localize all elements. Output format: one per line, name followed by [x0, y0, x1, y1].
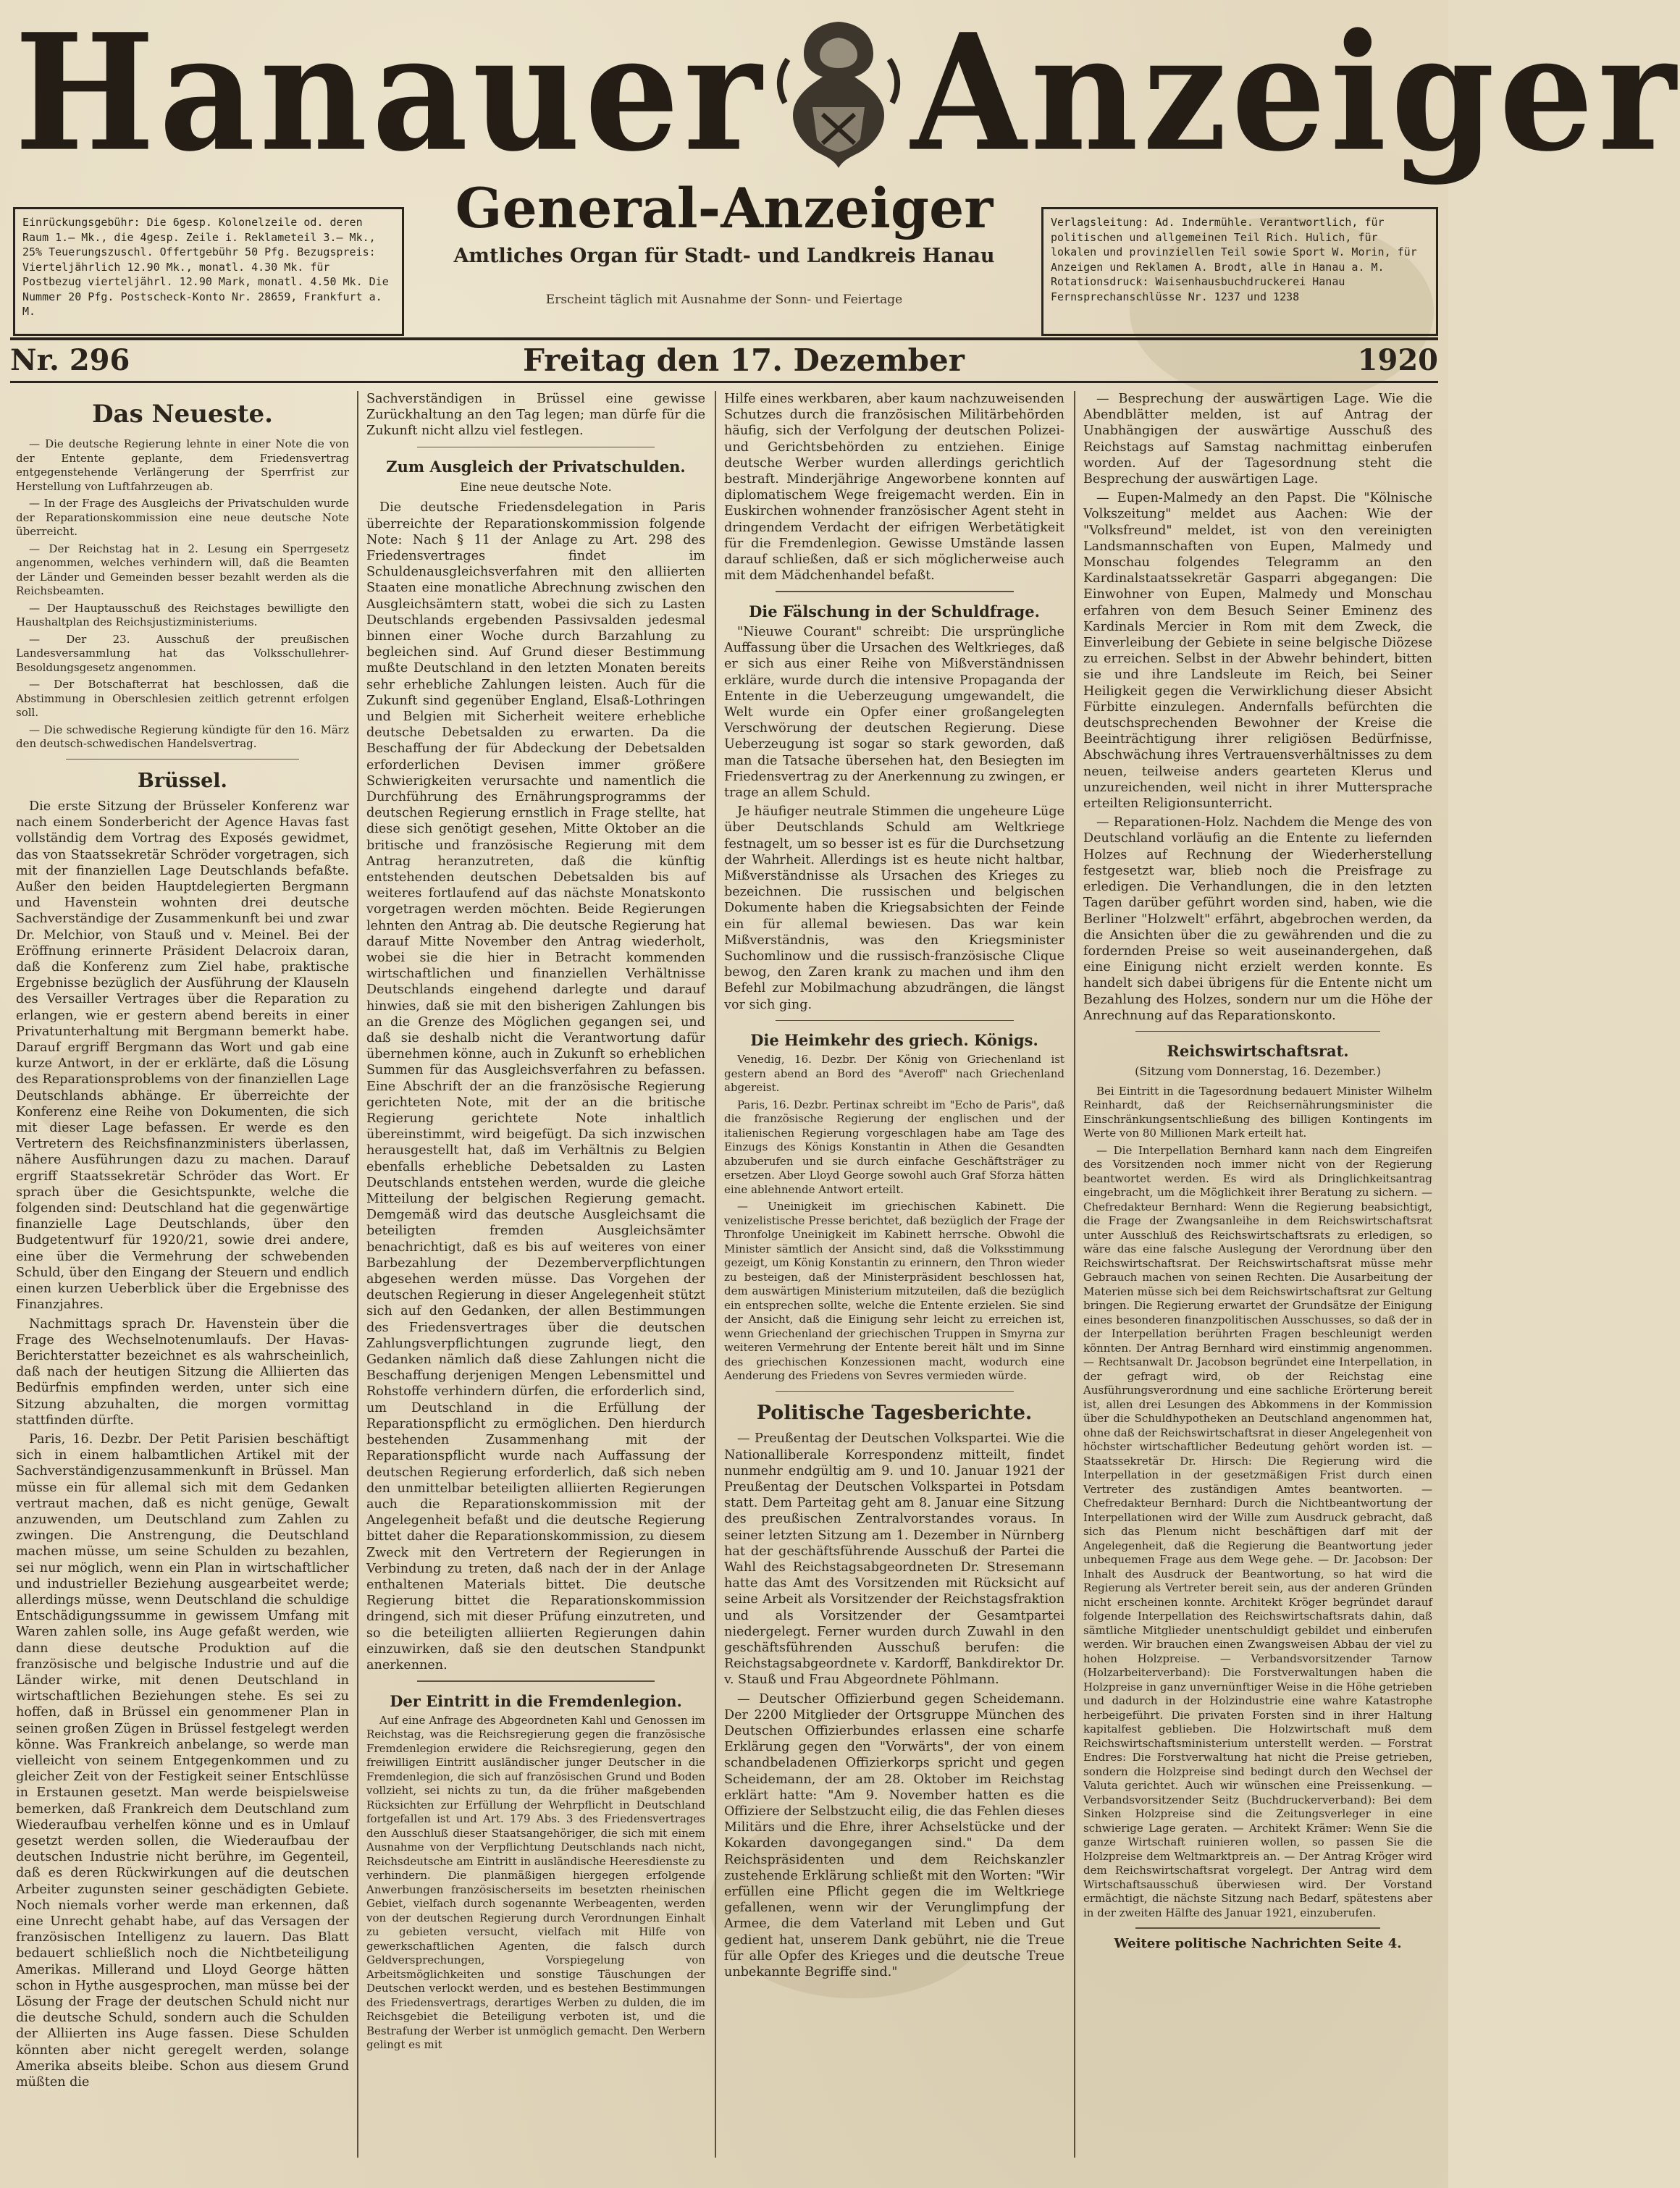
column-divider — [357, 391, 358, 2158]
article-paragraph: Die erste Sitzung der Brüsseler Konferenz war nach einem Sonderbericht der Agence Havas fast vollständig dem Vortrag des Exposés gewidmet, das von Staatssekretär Schröder vorgetragen, sich mit der finanziellen Lage Deutschlands befaßte. Außer den beiden Hauptdelegierten Bergmann und Havenstein wohnten drei deutsche Sachverständige der Zusammenkunft bei und zwar Dr. Melchior, von Stauß und v. Meinel. Bei der Eröffnung erinnerte Präsident Delacroix daran, daß die Konferenz zum Ziel habe, praktische Ergebnisse bezüglich der Ausführung der Klauseln des Versailler Vertrages über die Reparation zu erlangen, wie er gestern abend bereits in einer Privatunterhaltung mit Bergmann bemerkt habe. Darauf ergriff Bergmann das Wort und gab eine kurze Antwort, in der er erklärte, daß die Lösung des Reparationsproblems von der finanziellen Lage Deutschlands abhänge. Er überreichte der Konferenz eine Reihe von Dokumenten, die sich mit dieser Lage befassen. Er werde es den Vertretern des Reichsfinanzministers überlassen, nähere Ausführungen dazu zu machen. Darauf ergriff Staatssekretär Schröder das Wort. Er sprach über die Gesichtspunkte, welche die folgenden sind: Deutschland hat die gegenwärtige finanzielle Lage Deutschlands, über den Budgetentwurf für 1920/21, sowie drei andere, eine über die Vermehrung der schwebenden Schuld, über den Eingang der Steuern und endlich einen kurzen Ueberblick über die Ergebnisse des Finanzjahres. — [16, 799, 349, 1313]
news-brief: — Der 23. Ausschuß der preußischen Landesversammlung hat das Volksschullehrer-Besoldungsgesetz angenommen. — [16, 632, 349, 674]
article-paragraph: Nachmittags sprach Dr. Havenstein über die Frage des Wechselnotenumlaufs. Der Havas-Berichterstatter bezeichnet es als wahrscheinlich, daß nach der heutigen Sitzung die Alliierten das Bedürfnis empfinden werden, unter sich eine Sitzung abzuhalten, die morgen vormittag stattfinden dürfte. — [16, 1316, 349, 1428]
subheadline: (Sitzung vom Donnerstag, 16. Dezember.) — [1135, 1064, 1381, 1079]
article-continuation: Sachverständigen in Brüssel eine gewisse Zurückhaltung an den Tag legen; man dürfe für die Zukunft nicht allzu viel festlegen. — [366, 392, 705, 439]
publication-frequency: Erscheint täglich mit Ausnahme der Sonn- und Feiertage — [545, 293, 903, 307]
continuation-notice: Weitere politische Nachrichten Seite 4. — [1114, 1935, 1402, 1951]
headline-faelschung: Die Fälschung in der Schuldfrage. — [749, 602, 1040, 620]
section-divider — [776, 591, 1014, 592]
publisher-info-box: Verlagsleitung: Ad. Indermühle. Verantwortlich, für politischen und allgemeinen Teil Rich. Hulich, für lokalen und provinziellen Teil sowie Sport W. Morin, für Anzeigen und Reklamen A. Brodt, alle in Hanau a. M. Rotationsdruck: Waisenhausbuchdruckerei Hanau Fernsprechanschlüsse Nr. 1237 und 1238 — [1041, 207, 1438, 336]
column-divider — [715, 391, 716, 2158]
section-divider — [776, 1391, 1014, 1392]
article-paragraph: — Die Interpellation Bernhard kann nach dem Eingreifen des Vorsitzenden noch immer nicht von der Regierung beantwortet werden. Es wird als Dringlichkeitsantrag eingebracht, um die Möglichkeit ihrer Beratung zu sichern. — Chefredakteur Bernhard: Wenn die Regierung beabsichtigt, die Frage der Zwangsanleihe in dem Reichswirtschaftsrat unter Ausschluß des Reichswirtschaftsrats zu erledigen, so wäre das eine falsche Auslegung der Verordnung über den Reichswirtschaftsrat. Der Reichswirtschaftsrat müsse mehr Gebrauch machen von seinen Rechten. Die Ausarbeitung der Materien müsse sich bei dem Reichswirtschaftsrat zur Geltung bringen. Die Regierung erwartet der Grundsätze der Einigung eines besonderen finanzpolitischen Ausschusses, so daß der in der Interpellation berührten Fragen beschleunigt werden könnten. Der Antrag Bernhard wird einstimmig angenommen. — Rechtsanwalt Dr. Jacobson begründet eine Interpellation, in der gefragt wird, ob der Reichstag eine Ausführungsverordnung und eine sachliche Erörterung bereit ist, allen drei Lesungen des Abkommens in der Kommission über die Schuldhypotheken an Deutschland angenommen hat, ohne daß der Reichswirtschaftsrat in dieser Angelegenheit von höchster wirtschaftlicher Bedeutung gehört worden ist. — Staatssekretär Dr. Hirsch: Die Regierung wird die Interpellation in der gesetzmäßigen Frist durch einen Vertreter des zuständigen Amtes beantworten. — Chefredakteur Bernhard: Durch die Nichtbeantwortung der Interpellationen wird der Wille zum Ausdruck gebracht, daß sich das Plenum nicht beschäftigen darf mit der Angelegenheit, daß die Regierung die Beantwortung jeder unbequemen Frage aus dem Wege gehe. — Dr. Jacobson: Der Inhalt des Ausdruck der Beantwortung, so hat wird die Regierung als Vertreter bereit sein, aus der anderen Gründen nicht erscheinen konnte. Architekt Kröger begründet darauf folgende Interpellation des Reichswirtschaftsrats dahin, daß sämtliche Mitglieder unentschuldigt gebildet und einberufen werden. Wir brauchen einen Zwangsweisen Abbau der viel zu hohen Holzpreise. — Verbandsvorsitzender Tarnow (Holzarbeiterverband): Die Forstverwaltungen haben die Holzpreise in ganz unvernünftiger Weise in die Höhe getrieben und dadurch in der Holzindustrie eine wahre Katastrophe herbeigeführt. Die privaten Forsten sind in ihrer Haltung kapitalfest geblieben. Die Holzwirtschaft muß dem Reichswirtschaftsministerium unterstellt werden. — Forstrat Endres: Die Forstverwaltung hat nicht die Preise getrieben, sondern die Holzpreise sind bedingt durch den Wechsel der Valuta gerichtet. Auch wir wünschen eine Preissenkung. — Verbandsvorsitzender Seitz (Buchdruckerverband): Bei dem Sinken Holzpreise sind die Zeitungsverleger in eine schwierige Lage geraten. — Architekt Krämer: Wenn Sie die ganze Wirtschaft ruinieren wollen, so passen Sie die Holzpreise dem Weltmarktpreis an. — Der Antrag Kröger wird dem Reichswirtschaftsrat vorgelegt. Der Antrag wird dem Wirtschaftsausschuß überwiesen wird. Der Vorstand ermächtigt, die nächste Sitzung nach Bedarf, spätestens aber in der zweiten Hälfte des Januar 1921, einzuberufen. — [1083, 1143, 1432, 1919]
headline-heimkehr: Die Heimkehr des griech. Königs. — [750, 1031, 1038, 1050]
headline-tagesberichte: Politische Tagesberichte. — [756, 1402, 1033, 1425]
article-paragraph: — Reparationen-Holz. Nachdem die Menge des von Deutschland vorläufig an die Entente zu liefernden Holzes auf Rechnung der Wiederherstellung festgesetzt war, blieb noch die Preisfrage zu erledigen. Die Verhandlungen, die in den letzten Tagen darüber geführt worden sind, haben, wie die Berliner "Holzwelt" erfährt, abgebrochen werden, da die Ansichten über die zu gewährenden und die zu fordernden Preise so weit auseinandergehen, daß eine Einigung nicht erzielt werden konnte. Es handelt sich dabei übrigens für die Entente nicht um Bezahlung des Holzes, sondern nur um die Höhe der Anrechnung auf das Reparationskonto. — [1083, 815, 1432, 1023]
column-3 — [724, 391, 1064, 2172]
news-brief: — Der Reichstag hat in 2. Lesung ein Sperrgesetz angenommen, welches verhindern will, daß die Beamten der Länder und Gemeinden besser bezahlt werden als die Reichsbeamten. — [16, 542, 349, 597]
column-divider — [1074, 391, 1075, 2158]
news-brief: — Die schwedische Regierung kündigte für den 16. März den deutsch-schwedischen Handelsvertrag. — [16, 723, 349, 750]
headline-privatschulden: Zum Ausgleich der Privatschulden. — [386, 458, 686, 476]
issue-date: Freitag den 17. Dezember — [523, 342, 965, 378]
issue-year: 1920 — [1357, 342, 1438, 377]
article-paragraph: Die deutsche Friedensdelegation in Paris überreichte der Reparationskommission folgende Note: Nach § 11 der Anlage zu Art. 298 des Friedensvertrages findet im Schuldenausgleichsverfahren mit den alliierten Staaten eine monatliche Abrechnung zwischen den Ausgleichsämtern statt, wobei die sich zu Lasten Deutschlands ergebenden Passivsalden jedesmal binnen einer Woche durch Barzahlung zu begleichen sind. Auf Grund dieser Bestimmung mußte Deutschland in den letzten Monaten bereits sehr erhebliche Zahlungen leisten. Auch für die Zukunft sind gegenüber England, Elsaß-Lothringen und Belgien mit Sicherheit weitere erhebliche deutsche Debetsalden zu erwarten. Da die Beschaffung der für Abdeckung der Debetsalden erforderlichen Devisen immer größere Schwierigkeiten verursachte und namentlich die Durchführung des Ernährungsprogramms der deutschen Regierung ernstlich in Frage stellte, hat diese sich genötigt gesehen, Mitte Oktober an die britische und französische Regierung mit dem Antrag heranzutreten, daß die künftig entstehenden deutschen Debetsalden bis auf weiteres fortlaufend auf das nächste Monatskonto vorgetragen werden möchten. Beide Regierungen lehnten den Antrag ab. Die deutsche Regierung hat darauf Mitte November den Antrag wiederholt, wobei sie die hier in Betracht kommenden wirtschaftlichen und finanziellen Verhältnisse Deutschlands eingehend darlegte und darauf hinwies, daß sie mit den bisherigen Zahlungen bis an die Grenze des Möglichen gegangen sei, und daß sie deshalb nicht die Verantwortung dafür übernehmen könne, auch in Zukunft so erheblichen Summen für das Ausgleichsverfahren zu befassen. Eine Abschrift der an die französische Regierung gerichteten Note, mit der an die britische Regierung gerichtete Note inhaltlich übereinstimmt, wird beigefügt. Da sich inzwischen herausgestellt hat, daß im Verhältnis zu Belgien ebenfalls erhebliche Debetsalden zu Lasten Deutschlands entstehen werden, wurde die gleiche Mitteilung der belgischen Regierung gemacht. Demgemäß wird das deutsche Ausgleichsamt die beteiligten fremden Ausgleichsämter benachrichtigt, daß es bis auf weiteres von einer Barbezahlung der Dezemberverpflichtungen abgesehen werden müsse. Das Vorgehen der deutschen Regierung in dieser Angelegenheit stützt sich auf den Gedanken, der allen Bestimmungen des Friedensvertrages über die deutschen Zahlungsverpflichtungen zugrunde liegt, den Gedanken nämlich daß diese Zahlungen nicht die Beschaffung derjenigen Mengen Lebensmittel und Rohstoffe verhindern dürfen, die erforderlich sind, um Deutschland in die Erfüllung der Reparationspflicht zu ermöglichen. Den hierdurch bestehenden Zusammenhang mit der Reparationspflicht wurde nach Auffassung der deutschen Regierung erforderlich, daß sich neben den unmittelbar beteiligten alliierten Regierungen auch die Reparationskommission mit der Angelegenheit befaßt und die deutsche Regierung bittet daher die Reparationskommission, zu diesem Zweck mit den Vertretern der Regierungen in Verbindung zu treten, daß nach der in der Anlage enthaltenen Materials bittet. Die deutsche Regierung bittet die Reparationskommission dringend, sich mit dieser Prüfung einzutreten, und so die beteiligten alliierten Regierungen dahin einzuwirken, daß sie den deutschen Standpunkt anerkennen. — [366, 500, 705, 1672]
headline-fremdenlegion: Der Eintritt in die Fremdenlegion. — [390, 1691, 682, 1710]
news-briefs — [16, 437, 349, 752]
section-divider — [1135, 1031, 1379, 1032]
dateline — [10, 340, 1438, 379]
article-paragraph: Auf eine Anfrage des Abgeordneten Kahl und Genossen im Reichstag, was die Reichsregierung gegen die französische Fremdenlegion erwidere die Reichsregierung, gegen den freiwilligen Eintritt ausländischer junger Deutscher in die Fremdenlegion, die sich auf französischen Grund und Boden vollzieht, sei nichts zu tun, da die früher maßgebenden Rücksichten zur Erfüllung der Wehrpflicht in Deutschland fortgefallen ist und Art. 179 Abs. 3 des Friedensvertrages den Ausschluß dieser Staatsangehöriger, die sich mit einem Ausnahme von der Verpflichtung Deutschlands nach nicht, Reichsdeutsche am Eintritt in ausländische Heeresdienste zu verhindern. Die planmäßigen hiergegen erfolgende Anwerbungen französischerseits im besetzten rheinischen Gebiet, vielfach durch sogenannte Werbeagenten, werden von der deutschen Regierung durch Verordnungen Einhalt zu gebieten versucht, vielfach mit Hilfe von gewerkschaftlichen Agenten, die falsch durch Geldversprechungen, Vorspiegelung von Arbeitsmöglichkeiten und sonstige Täuschungen der Deutschen verlockt werden, und es bestehen Bestimmungen des Friedensvertrags, derartiges Werben zu dulden, die im Reichsgebiet die Beteiligung verboten ist, und die Bestrafung der Werber ist unmöglich gemacht. Den Werbern gelingt es mit — [366, 1713, 705, 2052]
subtitle: General-Anzeiger — [455, 176, 994, 240]
dateline-rule — [10, 381, 1438, 383]
article-paragraph: "Nieuwe Courant" schreibt: Die ursprüngliche Auffassung über die Ursachen des Weltkrieges, daß er sich aus einer Reihe von Mißverständnissen erkläre, wurde durch die intensive Propaganda der Entente in die Ueberzeugung umgewandelt, die Welt wurde ein Opfer einer großangelegten Verschwörung der deutschen Regierung. Diese Ueberzeugung ist sogar so stark geworden, daß man die Tatsache übersehen hat, den Besiegten im Friedensvertrag zu der Anerkennung zu zwingen, er trage an allem Schuld. — [724, 624, 1064, 800]
section-divider — [776, 1020, 1014, 1022]
article-paragraph: — Besprechung der auswärtigen Lage. Wie die Abendblätter melden, ist auf Antrag der Unabhängigen der auswärtige Ausschuß des Reichstags auf Samstag nachmittag einberufen worden. Auf der Tagesordnung steht die Besprechung der auswärtigen Lage. — [1083, 392, 1432, 487]
article-paragraph: Paris, 16. Dezbr. Pertinax schreibt im "Echo de Paris", daß die französische Regierung der englischen und der italienischen Regierung vorgeschlagen habe am Tage des Einzugs des Königs Konstantin in Athen die Gesandten abzuberufen und sie durch einfache Geschäftsträger zu ersetzen. Aber Lloyd George sowohl auch Graf Sforza hätten eine ablehnende Antwort erteilt. — [724, 1098, 1064, 1196]
article-paragraph: Paris, 16. Dezbr. Der Petit Parisien beschäftigt sich in einem halbamtlichen Artikel mit der Sachverständigenzusammenkunft in Brüssel. Man müsse ein für allemal sich mit dem Gedanken vertraut machen, daß es nicht genüge, Gewalt anzuwenden, um Deutschland zum Zahlen zu zwingen. Die Anstrengung, die Deutschland machen müsse, um seine Schulden zu bezahlen, sei nur möglich, wenn ein Plan in wirtschaftlicher und industrieller Beziehung ausgearbeitet werde; allerdings müsse, wenn Deutschland die schuldige Entschädigungssumme in gewissem Umfang mit Waren zahlen solle, ins Auge gefaßt werden, wie dann diese deutsche Produktion auf die französische und belgische Industrie und auf die Länder wirke, mit denen Deutschland in wirtschaftlichen Beziehungen stehe. Es sei zu hoffen, daß in Brüssel ein genommener Plan in seinen großen Zügen in Brüssel festgelegt werden könne. Was Frankreich anbelange, so werde man vielleicht von seinem Entgegenkommen und zu gleicher Zeit von der Festigkeit seiner Entschlüsse in Erstaunen gesetzt. Man werde beispielsweise bemerken, daß Frankreich dem Deutschland zum Wiederaufbau verhelfen könne und es in Umlauf gesetzt werden sollen, die Wiederaufbau der deutschen Industrie nicht berühre, im Gegenteil, daß es deren Rückwirkungen auf die deutschen Arbeiter zugunsten seiner geschädigten Gebiete. Noch niemals vorher werde man erkennen, daß eine Unrecht gehabt habe, auf das Versagen der französischen Intelligenz zu lauern. Das Blatt bedauert schließlich noch die Nichtbeteiligung Amerikas. Millerand und Lloyd George hätten schon in Hythe ausgesprochen, man müsse bei der Lösung der Frage der deutschen Schuld nicht nur die deutsche Schuld, sondern auch die Schulden der Alliierten ins Auge fassen. Diese Schulden könnten aber nicht geregelt werden, solange Amerika abseits bleibe. Schon aus diesem Grund müßten die — [16, 1431, 349, 2090]
headline-bruessel: Brüssel. — [138, 770, 227, 792]
article-paragraph: Bei Eintritt in die Tagesordnung bedauert Minister Wilhelm Reinhardt, daß der Reichsernährungsminister die Einschränkungsentschließung des billigen Kontingents im Werte von 80 Millionen Mark erteilt hat. — [1083, 1084, 1432, 1140]
news-brief: — Die deutsche Regierung lehnte in einer Note die von der Entente geplante, dem Friedensvertrag entgegenstehende Verlängerung der Sperrfrist zur Herstellung von Luftfahrzeugen ab. — [16, 437, 349, 493]
column-2 — [366, 391, 705, 2172]
headline-neueste: Das Neueste. — [92, 400, 273, 429]
news-brief: — Der Botschafterrat hat beschlossen, daß die Abstimmung in Oberschlesien zeitlich getrennt erfolgen soll. — [16, 678, 349, 719]
section-divider — [417, 447, 655, 448]
article-paragraph: Venedig, 16. Dezbr. Der König von Griechenland ist gestern abend an Bord des "Averoff" nach Griechenland abgereist. — [724, 1053, 1064, 1095]
tagline: Amtliches Organ für Stadt- und Landkreis Hanau — [453, 245, 995, 267]
section-divider — [66, 759, 299, 760]
article-paragraph: — Eupen-Malmedy an den Papst. Die "Kölnische Volkszeitung" meldet aus Aachen: Wie der "Volksfreund" meldet, ist von den vereinigten Landsmannschaften von Eupen, Malmedy und Monschau folgendes Telegramm an den Kardinalstaatssekretär Gasparri abgegangen: Die Einwohner von Eupen, Malmedy und Monschau erfahren von dem Besuch Seiner Eminenz des Kardinals Mercier in Rom mit dem Zweck, die Einverleibung der Gebiete in seine belgische Diözese zu erreichen. Selbst in der Abwehr behindert, bitten sie und ihre Landsleute im Reich, bei Seiner Heiligkeit gegen die Verwirklichung dieser Absicht Fürbitte einzulegen. Andernfalls befürchten die deutschsprechenden Bewohner der Kreise die Beeinträchtigung ihrer religiösen Bedürfnisse, Abschwächung ihres Vertrauensverhältnisses zu dem neuen, teilweise anders gearteten Klerus und unzureichenden, weil nicht in ihrer Muttersprache erteilten Religionsunterricht. — [1083, 491, 1432, 812]
issue-number: Nr. 296 — [10, 342, 130, 377]
title-left-word: Hanauer — [14, 0, 766, 188]
headline-reichswirtschaftsrat: Reichswirtschaftsrat. — [1167, 1042, 1349, 1061]
coat-of-arms-icon — [766, 14, 911, 173]
newspaper-title — [14, 0, 1680, 188]
article-paragraph: — Deutscher Offizierbund gegen Scheidemann. Der 2200 Mitglieder der Ortsgruppe München des Deutschen Offizierbundes erlassen eine scharfe Erklärung gegen den "Vorwärts", der von einem schandbeladenen Offizierkorps spricht und gegen Scheidemann, der am 28. Oktober im Reichstag erklärt hatte: "Am 9. November hatten es die Offiziere der Selbstzucht eilig, die das Fehlen dieses Militärs und die Ehre, ihrer Achselstücke und der Kokarden davongegangen sind." Da dem Reichspräsidenten und dem Reichskanzler zustehende Erklärung schließt mit den Worten: "Wir erfüllen eine Pflicht gegen die im Weltkriege gefallenen, wenn wir der Verunglimpfung der Armee, die dem Vaterland mit Leben und Gut gedient hat, unserem Dank gebührt, nie die Treue für alle Opfer des Krieges und die deutsche Treue unbekannte Begriffe sind." — [724, 1691, 1064, 1980]
title-right-word: Anzeiger — [910, 0, 1680, 188]
article-continuation: Hilfe eines werkbaren, aber kaum nachzuweisenden Schutzes durch die französischen Militärbehörden häufig, sich der Verfolgung der deutschen Polizei- und Gerichtsbehörden zu entziehen. Einige deutsche Werber wurden allerdings gerichtlich bestraft. Minderjährige Angeworbene konnten auf diplomatischem Wege freigemacht werden. Ein in Euskirchen wohnender französischer Agent steht in dringendem Verdacht der eifrigen Werbetätigkeit für die Fremdenlegion. Gewisse Umstände lassen darauf schließen, daß er sich möglicherweise auch mit dem Mädchenhandel befaßt. — [724, 392, 1064, 584]
article-paragraph: — Uneinigkeit im griechischen Kabinett. Die venizelistische Presse berichtet, daß bezüglich der Frage der Thronfolge Uneinigkeit im Kabinett herrsche. Obwohl die Minister sämtlich der Ansicht sind, daß die Volksstimmung gezeigt, um König Konstantin zu erinnern, den Thron wieder zu besteigen, daß der Ministerpräsident beschlossen hat, dem auswärtigen Ministerium mitzuteilen, daß die bezüglich ein entsprechen sollte, welche die Entente erzielen. Sie sind der Ansicht, daß die Einigung sehr leicht zu erreichen ist, wenn Griechenland der griechischen Truppen in Smyrna zur weiteren Vermehrung der Entente bereit hält und im Sinne des griechischen Konzessionen macht, wodurch eine Aenderung des Friedens von Sevres vermieden würde. — [724, 1200, 1064, 1383]
section-divider — [1135, 1927, 1379, 1929]
subscription-info-box: Einrückungsgebühr: Die 6gesp. Kolonelzeile od. deren Raum 1.— Mk., die 4gesp. Zeile i. Reklameteil 3.— Mk., 25% Teuerungszuschl. Offertgebühr 50 Pfg. Bezugspreis: Vierteljährlich 12.90 Mk., monatl. 4.30 Mk. für Postbezug vierteljährl. 12.90 Mark, monatl. 4.50 Mk. Die Nummer 20 Pfg. Postscheck-Konto Nr. 28659, Frankfurt a. M. — [13, 207, 404, 336]
subheadline: Eine neue deutsche Note. — [460, 480, 612, 495]
column-4 — [1083, 391, 1432, 2172]
masthead — [0, 0, 1680, 340]
article-paragraph: Je häufiger neutrale Stimmen die ungeheure Lüge über Deutschlands Schuld am Weltkriege festnagelt, um so besser ist es für die Durchsetzung der Wahrheit. Allerdings ist es heute nicht haltbar, Mißverständnisse als Ursachen des Krieges zu bezeichnen. Die russischen und belgischen Dokumente haben die Kriegsabsichten der Feinde ein für allemal bewiesen. Das war kein Mißverständnis, was den Kriegsminister Suchomlinow und die russisch-französische Clique bewog, den Zaren krank zu machen und ihm den Befehl zur Mobilmachung abzudrängen, die längst vor sich ging. — [724, 804, 1064, 1012]
news-brief: — Der Hauptausschuß des Reichstages bewilligte den Haushaltplan des Reichsjustizministeriums. — [16, 601, 349, 628]
article-paragraph: — Preußentag der Deutschen Volkspartei. Wie die Nationalliberale Korrespondenz mitteilt, findet nunmehr endgültig am 9. und 10. Januar 1921 der Preußentag der Deutschen Volkspartei in Potsdam statt. Dem Parteitag geht am 8. Januar eine Sitzung des preußischen Zentralvorstandes voraus. In seiner letzten Sitzung am 1. Dezember in Nürnberg hat der geschäftsführende Ausschuß der Partei die Wahl des Reichstagsabgeordneten Dr. Stresemann hatte das Amt des Vorsitzenden mit Rücksicht auf seine Arbeit als Vorsitzender der Reichstagsfraktion und als Vorsitzender der Gesamtpartei niedergelegt. Ferner wurden durch Zuwahl in den geschäftsführenden Ausschuß berufen: die Reichstagsabgeordnete v. Kardorff, Bankdirektor Dr. v. Stauß und Frau Abgeordnete Pöhlmann. — [724, 1431, 1064, 1688]
column-1 — [16, 391, 349, 2172]
section-divider — [417, 1680, 655, 1682]
news-brief: — In der Frage des Ausgleichs der Privatschulden wurde der Reparationskommission eine neue deutsche Note überreicht. — [16, 497, 349, 538]
